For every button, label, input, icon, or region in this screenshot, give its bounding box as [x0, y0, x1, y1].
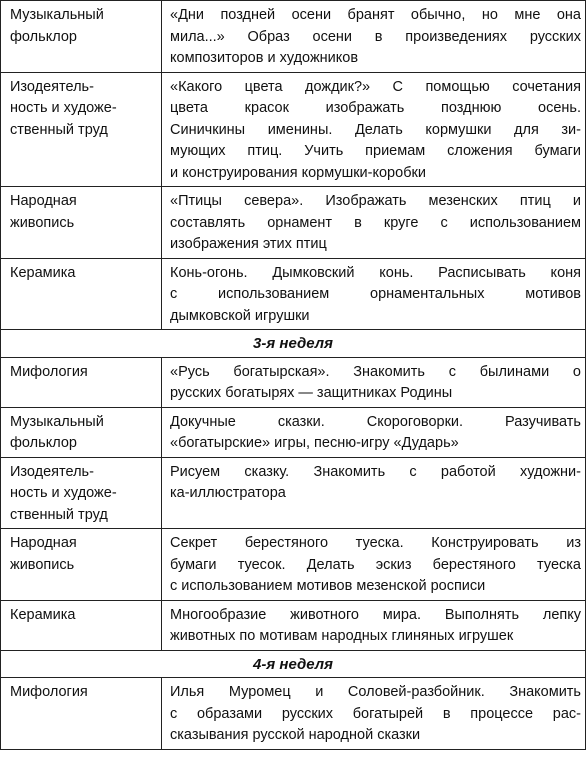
content-cell: [162, 600, 586, 650]
table-row: [1, 407, 586, 457]
content-line: Докучные сказки. Скороговорки. Разучивать: [170, 413, 581, 430]
subject-cell: [1, 72, 162, 187]
table-row: [1, 678, 586, 750]
subject-cell: [1, 457, 162, 529]
table-body: [1, 1, 586, 750]
subject-cell: [1, 258, 162, 330]
subject-line: Керамика: [10, 264, 76, 281]
subject-cell: [1, 600, 162, 650]
table-row: [1, 457, 586, 529]
subject-line: Изодеятель-: [10, 78, 94, 95]
content-cell: [162, 678, 586, 750]
subject-cell: [1, 407, 162, 457]
subject-line: ственный труд: [10, 121, 108, 138]
table-row: [1, 258, 586, 330]
content-line: мила...» Образ осени в произведениях русских: [170, 28, 581, 45]
content-line: животных по мотивам народных глиняных игрушек: [170, 628, 514, 644]
content-line: изображения этих птиц: [170, 236, 327, 252]
table-row: [1, 1, 586, 73]
content-line: Многообразие животного мира. Выполнять лепку: [170, 606, 581, 623]
subject-line: Мифология: [10, 363, 88, 380]
content-cell: [162, 457, 586, 529]
subject-line: Музыкальный: [10, 7, 104, 23]
content-line: с образами русских богатырей в процессе рас-: [170, 705, 581, 722]
content-cell: [162, 407, 586, 457]
content-line: дымковской игрушки: [170, 307, 310, 324]
content-line: Конь-огонь. Дымковский конь. Расписывать коня: [170, 264, 581, 281]
content-cell: [162, 357, 586, 407]
table-row: [1, 357, 586, 407]
content-line: и конструирования кормушки-коробки: [170, 164, 426, 181]
content-line: «Русь богатырская». Знакомить с былинами о: [170, 363, 581, 380]
content-line: сказывания русской народной сказки: [170, 727, 421, 743]
table-row: [1, 529, 586, 601]
subject-cell: [1, 678, 162, 750]
content-line: Секрет берестяного туеска. Конструировать из: [170, 535, 581, 551]
content-line: композиторов и художников: [170, 50, 359, 66]
content-line: мующих птиц. Учить приемам сложения бумаги: [170, 143, 581, 159]
table-row: [1, 72, 586, 187]
week-heading: 4-я неделя: [1, 650, 586, 678]
content-line: цвета красок изображать позднюю осень.: [170, 100, 581, 116]
subject-cell: [1, 357, 162, 407]
content-line: с использованием мотивов мезенской росписи: [170, 578, 486, 594]
subject-line: фольклор: [10, 435, 77, 451]
subject-line: фольклор: [10, 28, 77, 45]
subject-line: Мифология: [10, 684, 88, 700]
subject-line: Народная: [10, 193, 77, 209]
content-cell: [162, 187, 586, 259]
content-line: бумаги туесок. Делать эскиз берестяного туеска: [170, 556, 581, 573]
subject-line: Народная: [10, 535, 77, 551]
subject-line: Изодеятель-: [10, 463, 94, 480]
content-cell: [162, 1, 586, 73]
content-line: составлять орнамент в круге с использованием: [170, 214, 581, 231]
content-cell: [162, 72, 586, 187]
content-line: с использованием орнаментальных мотивов: [170, 286, 581, 302]
table-row: [1, 187, 586, 259]
content-cell: [162, 529, 586, 601]
week-heading: 3-я неделя: [1, 330, 586, 358]
week-heading-row: [1, 650, 586, 678]
content-line: «Дни поздней осени бранят обычно, но мне она: [170, 7, 581, 23]
subject-cell: [1, 1, 162, 73]
subject-cell: [1, 529, 162, 601]
subject-cell: [1, 187, 162, 259]
content-line: Рисуем сказку. Знакомить с работой художни-: [170, 463, 581, 480]
content-cell: [162, 258, 586, 330]
content-line: «Птицы севера». Изображать мезенских птиц и: [170, 193, 581, 209]
subject-line: живопись: [10, 214, 75, 231]
subject-line: Музыкальный: [10, 413, 104, 430]
subject-line: ность и художе-: [10, 100, 117, 116]
content-line: ка-иллюстратора: [170, 485, 286, 501]
week-heading-row: [1, 330, 586, 358]
content-line: Синичкины именины. Делать кормушки для зи-: [170, 121, 581, 138]
content-line: Илья Муромец и Соловей-разбойник. Знакомить: [170, 684, 581, 700]
subject-line: живопись: [10, 556, 75, 573]
content-line: «богатырские» игры, песню-игру «Дударь»: [170, 435, 459, 451]
table-row: [1, 600, 586, 650]
content-line: «Какого цвета дождик?» С помощью сочетания: [170, 78, 581, 95]
content-line: русских богатырях — защитниках Родины: [170, 385, 453, 401]
subject-line: Керамика: [10, 606, 76, 623]
subject-line: ность и художе-: [10, 485, 117, 501]
subject-line: ственный труд: [10, 506, 108, 523]
